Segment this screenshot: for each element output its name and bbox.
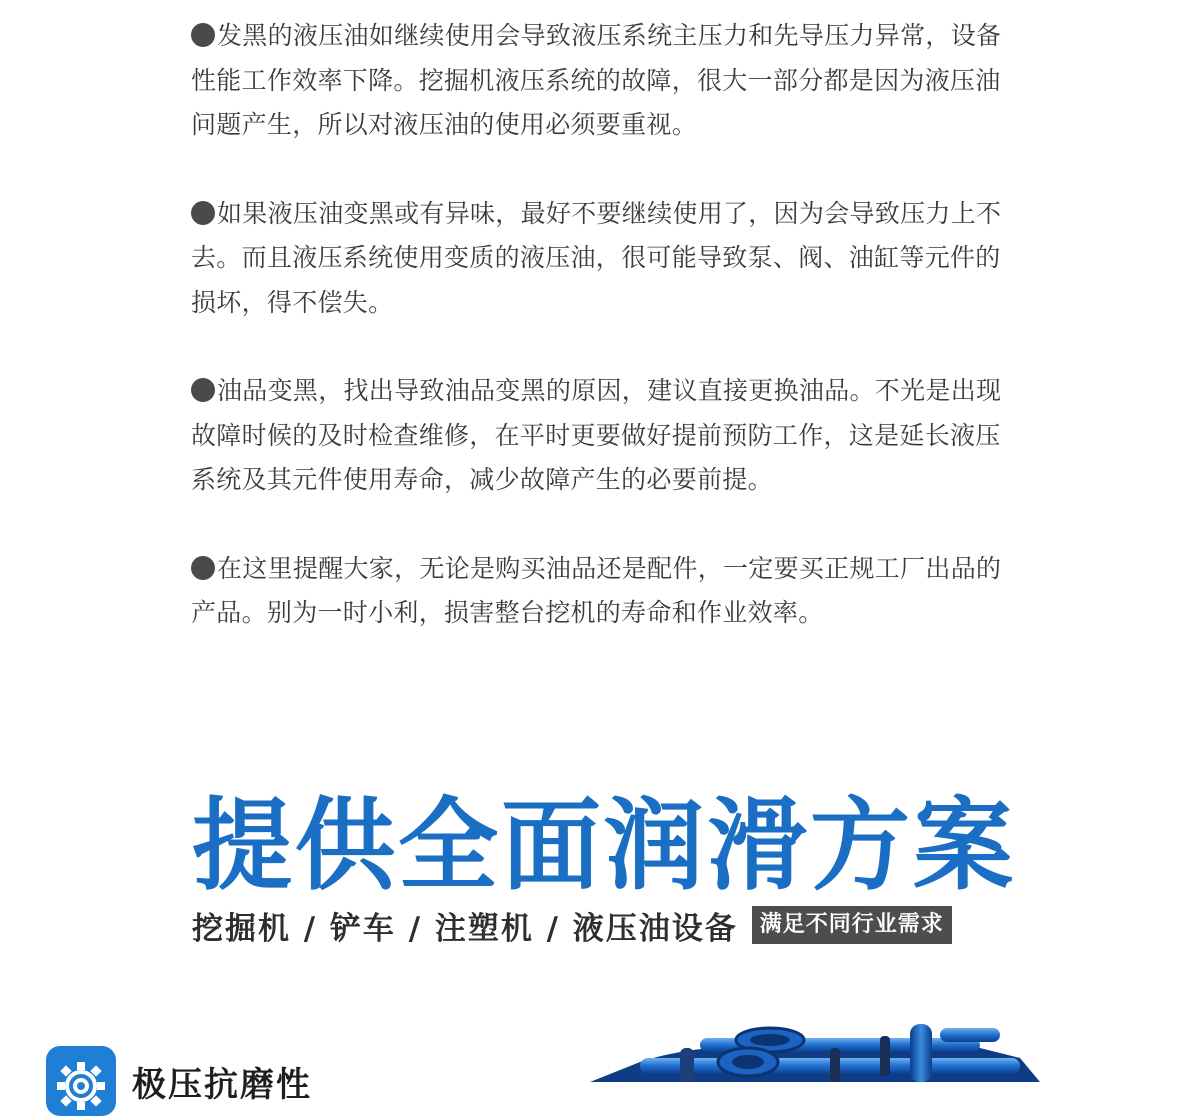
paragraph-1: [191, 14, 1021, 148]
feature-label: 极压抗磨性: [132, 1064, 312, 1105]
promo-subtitle: 挖掘机 / 铲车 / 注塑机 / 液压油设备: [192, 910, 738, 947]
bullet-icon: [191, 23, 215, 47]
hydraulic-machine-image: [580, 1018, 1040, 1082]
paragraph-text: 发黑的液压油如继续使用会导致液压系统主压力和先导压力异常，设备性能工作效率下降。挖掘机液压系统的故障，很大一部分都是因为液压油问题产生，所以对液压油的使用必须要重视。: [191, 21, 1002, 139]
paragraph-2: [191, 192, 1021, 326]
paragraph-text: 油品变黑，找出导致油品变黑的原因，建议直接更换油品。不光是出现故障时候的及时检查维修，在平时更要做好提前预防工作，这是延长液压系统及其元件使用寿命，减少故障产生的必要前提。: [191, 376, 1002, 494]
paragraph-4: [191, 547, 1021, 636]
bullet-icon: [191, 201, 215, 225]
paragraph-3: [191, 369, 1021, 503]
feature-heading: [46, 1046, 312, 1116]
article-body: [191, 14, 1021, 680]
promo-tag: 满足不同行业需求: [752, 906, 952, 944]
paragraph-text: 如果液压油变黑或有异味，最好不要继续使用了，因为会导致压力上不去。而且液压系统使用变质的液压油，很可能导致泵、阀、油缸等元件的损坏，得不偿失。: [191, 198, 1002, 317]
bullet-icon: [191, 378, 215, 402]
gear-icon: [46, 1046, 116, 1116]
promo-title: 提供全面润滑方案: [192, 787, 1016, 904]
bullet-icon: [191, 556, 215, 580]
paragraph-text: 在这里提醒大家，无论是购买油品还是配件，一定要买正规工厂出品的产品。别为一时小利，损害整台挖机的寿命和作业效率。: [191, 553, 1002, 627]
promo-subtitle-row: [192, 903, 952, 947]
